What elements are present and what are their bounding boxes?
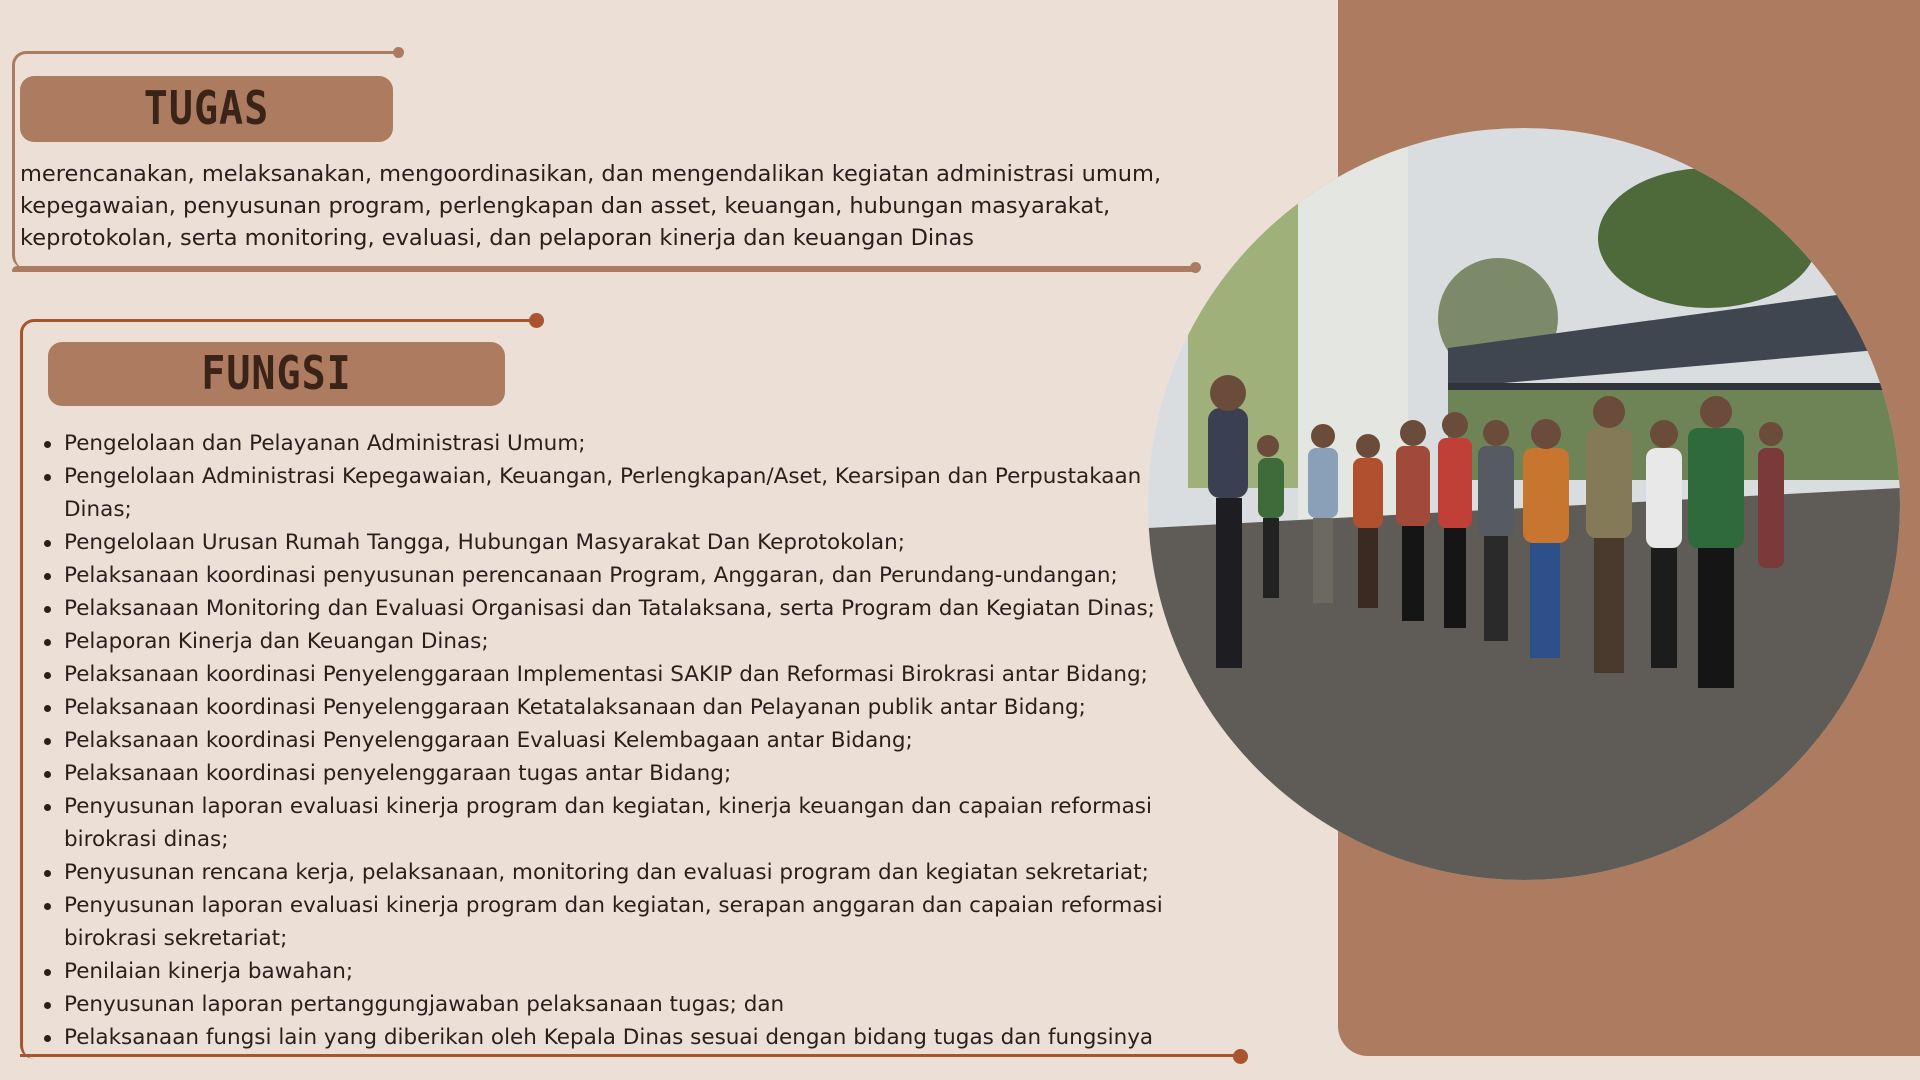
list-item: Pelaporan Kinerja dan Keuangan Dinas; xyxy=(64,625,1194,658)
list-item: Pengelolaan Urusan Rumah Tangga, Hubungan Masyarakat Dan Keprotokolan; xyxy=(64,526,1194,559)
list-item: Pelaksanaan koordinasi Penyelenggaraan Evaluasi Kelembagaan antar Bidang; xyxy=(64,724,1194,757)
fungsi-frame-dot-top xyxy=(529,313,544,328)
list-item: Penyusunan laporan evaluasi kinerja program dan kegiatan, kinerja keuangan dan capaian reformasi birokrasi dinas; xyxy=(64,790,1194,856)
fungsi-frame-dot-bottom xyxy=(1233,1049,1248,1064)
fungsi-title: FUNGSI xyxy=(201,347,352,401)
list-item: Pelaksanaan koordinasi Penyelenggaraan Ketatalaksanaan dan Pelayanan publik antar Bidang; xyxy=(64,691,1194,724)
list-item: Penyusunan laporan evaluasi kinerja program dan kegiatan, serapan anggaran dan capaian reformasi birokrasi sekretariat; xyxy=(64,889,1194,955)
tugas-frame-dot-top xyxy=(393,47,404,58)
fungsi-heading xyxy=(48,342,505,406)
list-item: Pelaksanaan koordinasi Penyelenggaraan Implementasi SAKIP dan Reformasi Birokrasi antar Bidang; xyxy=(64,658,1194,691)
list-item: Pelaksanaan fungsi lain yang diberikan oleh Kepala Dinas sesuai dengan bidang tugas dan fungsinya xyxy=(64,1021,1194,1054)
tugas-frame-dot-bottom xyxy=(1190,262,1201,273)
tugas-heading xyxy=(20,76,393,142)
list-item: Penilaian kinerja bawahan; xyxy=(64,955,1194,988)
list-item: Pelaksanaan koordinasi penyusunan perencanaan Program, Anggaran, dan Perundang-undangan; xyxy=(64,559,1194,592)
fungsi-list xyxy=(40,427,1194,1054)
group-photo xyxy=(1148,128,1900,880)
list-item: Pengelolaan Administrasi Kepegawaian, Keuangan, Perlengkapan/Aset, Kearsipan dan Perpustakaan Dinas; xyxy=(64,460,1194,526)
tugas-description: merencanakan, melaksanakan, mengoordinasikan, dan mengendalikan kegiatan administrasi umum, kepegawaian, penyusunan program, perlengkapan dan asset, keuangan, hubungan masyarakat, keprotokolan, serta monitoring, evaluasi, dan pelaporan kinerja dan keuangan Dinas xyxy=(20,161,1162,251)
fungsi-frame-bottom xyxy=(20,1054,1240,1057)
tugas-title: TUGAS xyxy=(143,82,270,136)
list-item: Penyusunan laporan pertanggungjawaban pelaksanaan tugas; dan xyxy=(64,988,1194,1021)
list-item: Pengelolaan dan Pelayanan Administrasi Umum; xyxy=(64,427,1194,460)
list-item: Pelaksanaan koordinasi penyelenggaraan tugas antar Bidang; xyxy=(64,757,1194,790)
tugas-frame-bottom xyxy=(12,266,1194,272)
list-item: Pelaksanaan Monitoring dan Evaluasi Organisasi dan Tatalaksana, serta Program dan Kegiatan Dinas; xyxy=(64,592,1194,625)
list-item: Penyusunan rencana kerja, pelaksanaan, monitoring dan evaluasi program dan kegiatan sekretariat; xyxy=(64,856,1194,889)
